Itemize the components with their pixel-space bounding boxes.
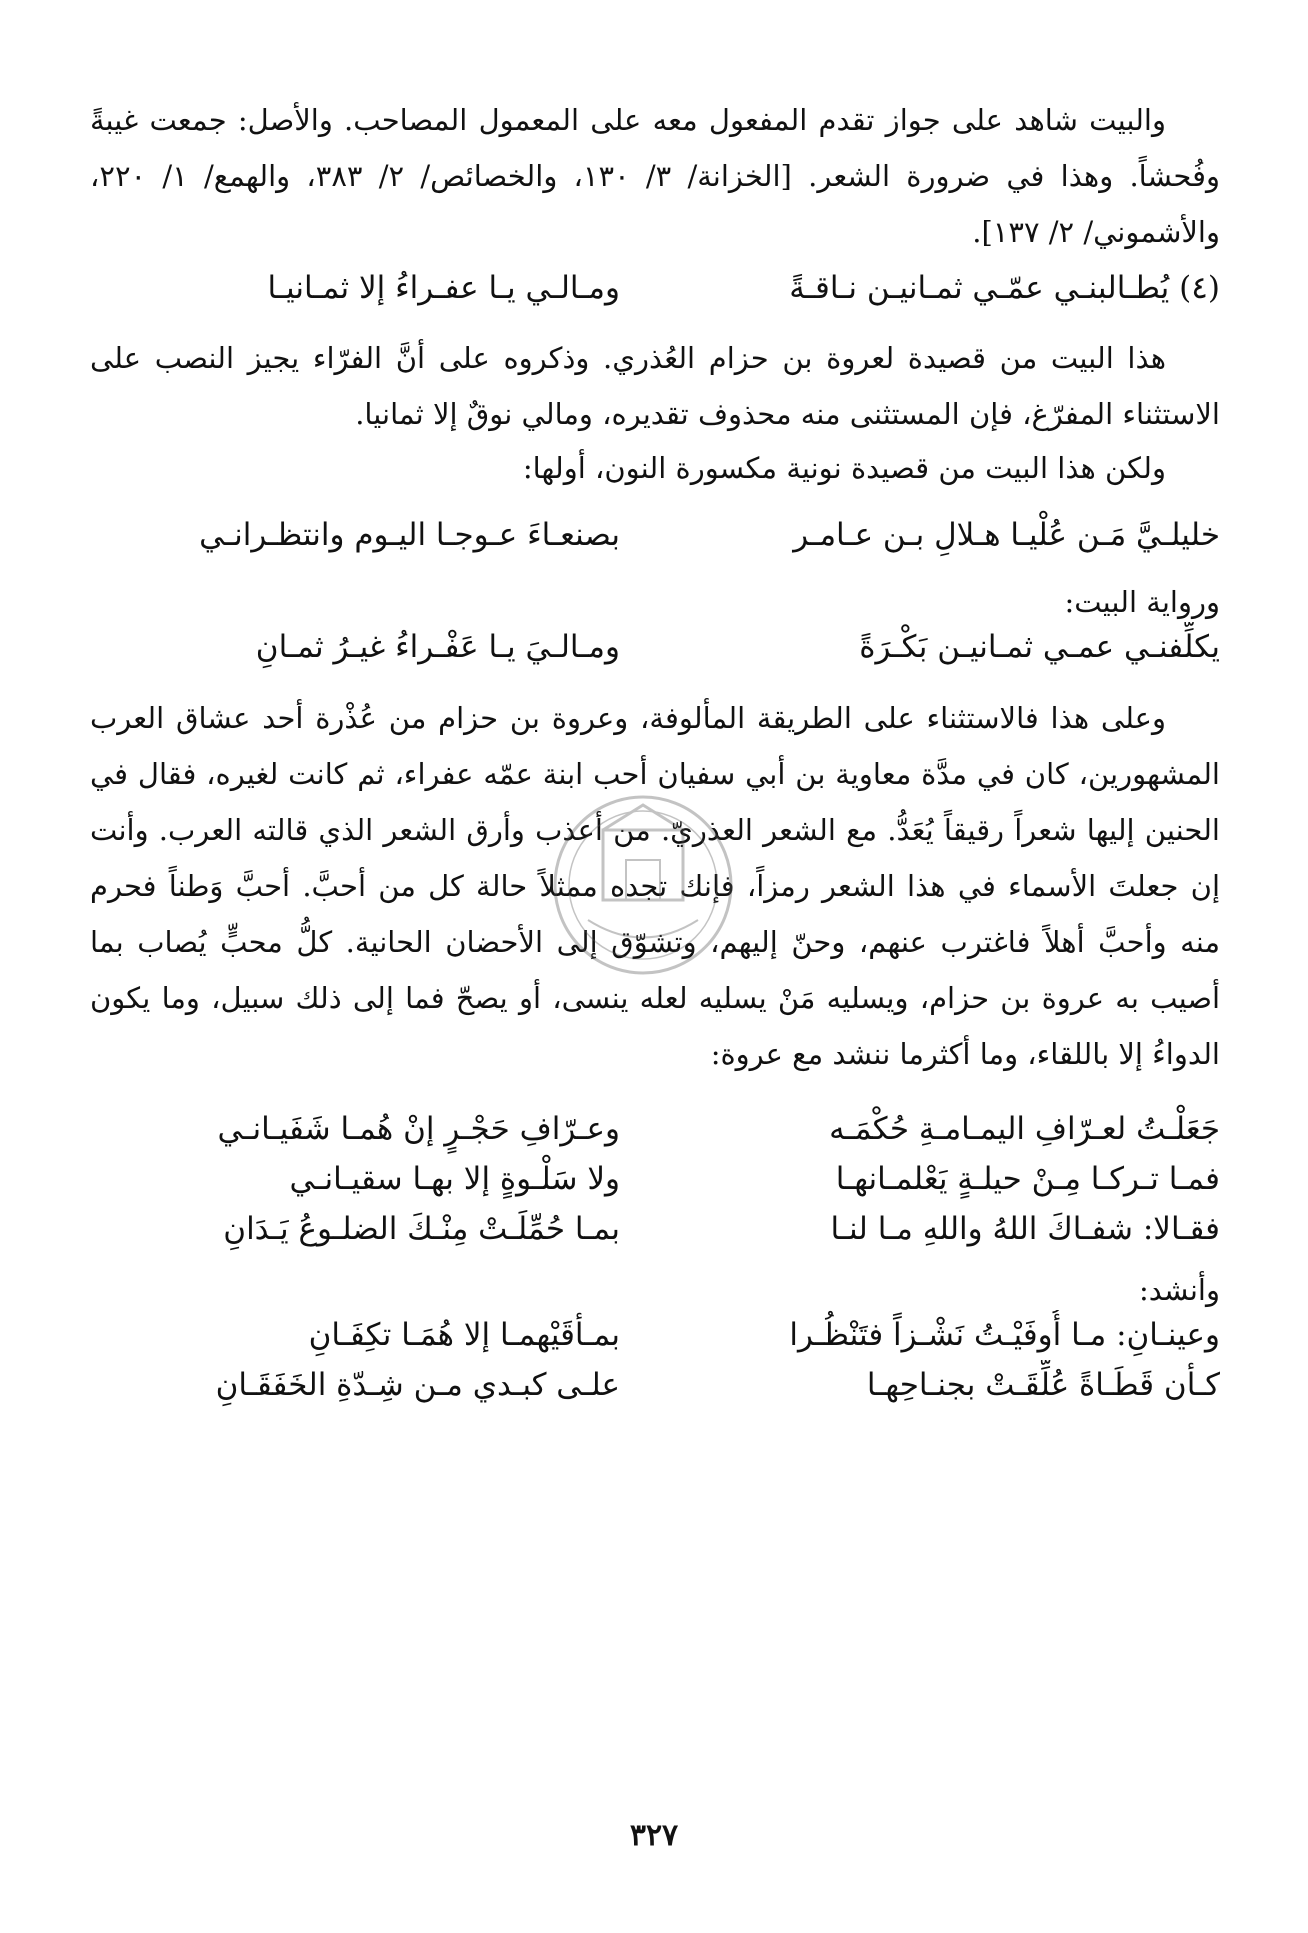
verse-jaaltu xyxy=(90,1104,1220,1154)
paragraph-3-block xyxy=(90,440,1220,496)
wa-anshad-label: وأنشد: xyxy=(1139,1273,1220,1307)
verse-kaanna xyxy=(90,1360,1220,1410)
paragraph-1-block xyxy=(90,92,1220,260)
riwaya-label: ورواية البيت: xyxy=(1064,585,1220,619)
verse-khalilayya xyxy=(90,510,1220,560)
paragraph-4: وعلى هذا فالاستثناء على الطريقة المألوفة، وعروة بن حزام من عُذْرة أحد عشاق العرب المشهورين، كان في مدَّة معاوية بن أبي سفيان أحب ابنة عمّه عفراء، ثم كانت لغيره، فقال في الحنين إليها شعراً رقيقاً يُعَدُّ. مع الشعر العذريّ. من أعذب وأرق الشعر الذي قالته العرب. وأنت إن جعلتَ الأسماء في هذا الشعر رمزاً، فإنك تجده ممثلاً حالة كل من أحبَّ. أحبَّ وَطناً فحرم منه وأحبَّ أهلاً فاغترب عنهم، وحنّ إليهم، وتشوّق إلى الأحضان الحانية. كلُّ محبٍّ يُصاب بما أصيب به عروة بن حزام، ويسليه مَنْ يسليه لعله ينسى، أو يصحّ فما إلى ذلك سبيل، وما يكون الدواءُ إلا باللقاء، وما أكثرما ننشد مع عروة: xyxy=(90,701,1220,1071)
verse-wa-aynan-first-hemistich: وعينـانِ: مـا أُوفَيْـتُ نَشْـزاً فتَنْظُـرا xyxy=(789,1317,1220,1353)
verse-wa-aynan xyxy=(90,1310,1220,1360)
verse-fama-second-hemistich: ولا سَلْـوةٍ إلا بهـا سقيـانـي xyxy=(289,1161,620,1197)
verse-4-second-hemistich: ومـالـي يـا عفـراءُ إلا ثمـانيـا xyxy=(267,270,620,306)
verse-khalilayya-first-hemistich: خليلـيَّ مَـن عُلْيـا هـلالِ بـن عـامـر xyxy=(793,517,1220,553)
verse-yukallifuni-second-hemistich: ومـالـيَ يـا عَفْـراءُ غيـرُ ثمـانِ xyxy=(255,629,620,665)
verse-kaanna-second-hemistich: علـى كبـدي مـن شِـدّةِ الخَفَقَـانِ xyxy=(215,1367,620,1403)
paragraph-2: هذا البيت من قصيدة لعروة بن حزام العُذري. وذكروه على أنَّ الفرّاء يجيز النصب على الاستثناء المفرّغ، فإن المستثنى منه محذوف تقديره، ومالي نوقٌ إلا ثمانيا. xyxy=(90,341,1220,431)
paragraph-2-block xyxy=(90,330,1220,442)
verse-faqala-first-hemistich: فقـالا: شفـاكَ اللهُ واللهِ مـا لنـا xyxy=(830,1211,1220,1247)
page-number: ٣٢٧ xyxy=(629,1818,679,1853)
verse-yukallifuni xyxy=(90,622,1220,672)
verse-jaaltu-second-hemistich: وعـرّافِ حَجْـرٍ إنْ هُمـا شَفَيـانـي xyxy=(217,1111,620,1147)
verse-4-first-hemistich: (٤) يُطـالبنـي عمّـي ثمـانيـن نـاقـةً xyxy=(789,270,1220,306)
paragraph-1: والبيت شاهد على جواز تقدم المفعول معه على المعمول المصاحب. والأصل: جمعت غيبةً وفُحشاً. وهذا في ضرورة الشعر. [الخزانة/ ٣/ ١٣٠، والخصائص/ ٢/ ٣٨٣، والهمع/ ١/ ٢٢٠، والأشموني/ ٢/ ١٣٧]. xyxy=(90,103,1220,249)
verse-faqala-second-hemistich: بمـا حُمِّلَـتْ مِنْـكَ الضلـوعُ يَـدَانِ xyxy=(223,1211,620,1247)
verse-4 xyxy=(90,263,1220,313)
verse-fama xyxy=(90,1154,1220,1204)
verse-yukallifuni-first-hemistich: يكلِّفنـي عمـي ثمـانيـن بَكْـرَةً xyxy=(859,629,1220,665)
paragraph-3: ولكن هذا البيت من قصيدة نونية مكسورة النون، أولها: xyxy=(522,451,1166,485)
library-seal-watermark-icon xyxy=(548,790,738,980)
verse-faqala xyxy=(90,1204,1220,1254)
verse-wa-aynan-second-hemistich: بمـأقَيْهمـا إلا هُمَـا تكِفَـانِ xyxy=(308,1317,620,1353)
verse-kaanna-first-hemistich: كـأن قَطَـاةً عُلِّقَـتْ بجنـاحِهـا xyxy=(866,1367,1220,1403)
verse-khalilayya-second-hemistich: بصنعـاءَ عـوجـا اليـوم وانتظـرانـي xyxy=(199,517,620,553)
verse-fama-first-hemistich: فمـا تـركـا مِـنْ حيلـةٍ يَعْلمـانهـا xyxy=(835,1161,1220,1197)
verse-jaaltu-first-hemistich: جَعَلْـتُ لعـرّافِ اليمـامـةِ حُكْمَـه xyxy=(829,1111,1220,1147)
